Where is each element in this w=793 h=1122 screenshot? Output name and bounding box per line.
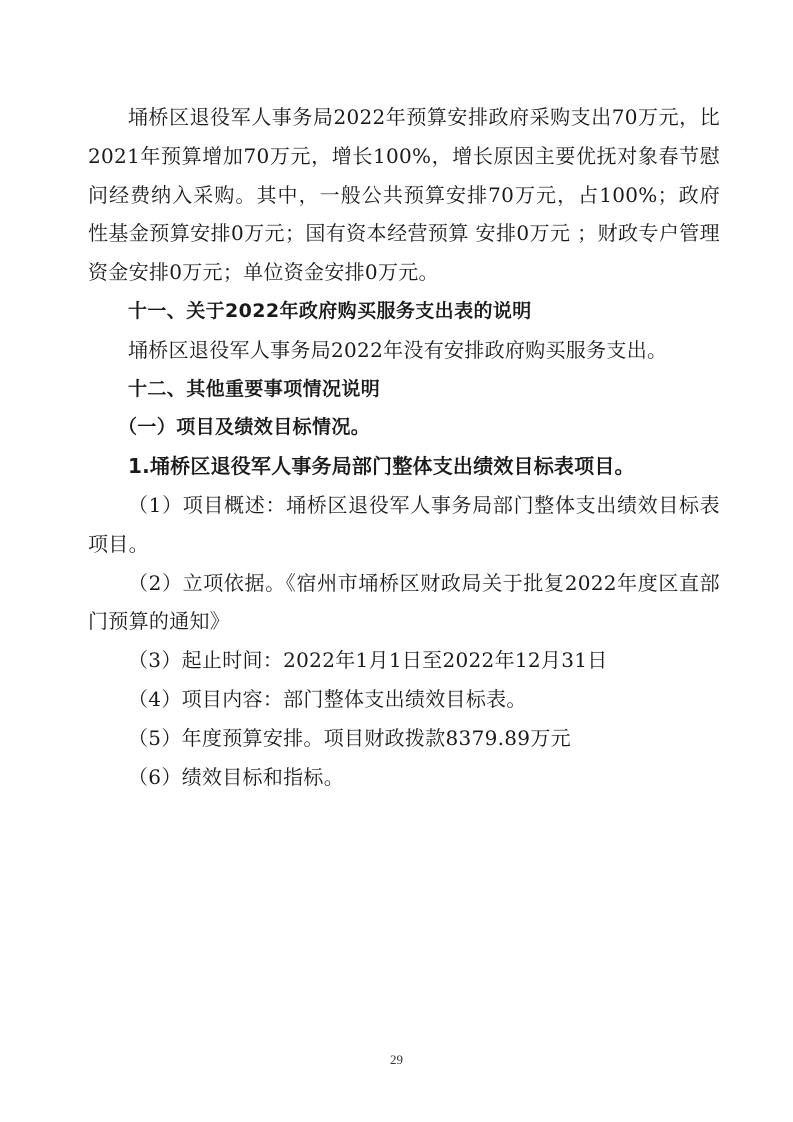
list-item-content: （4）项目内容：部门整体支出绩效目标表。 bbox=[128, 686, 527, 711]
services-paragraph: 埇桥区退役军人事务局2022年没有安排政府购买服务支出。 bbox=[128, 337, 668, 362]
list-item-basis: （2）立项依据。《宿州市埇桥区财政局关于批复2022年度区直部门预算的通知》 bbox=[88, 570, 720, 634]
page-number: 29 bbox=[390, 1052, 403, 1067]
project-heading-1: 1.埇桥区退役军人事务局部门整体支出绩效目标表项目。 bbox=[128, 454, 635, 479]
list-item-targets: （6）绩效目标和指标。 bbox=[128, 764, 345, 789]
document-body bbox=[88, 98, 720, 796]
list-item-overview: （1）项目概述：埇桥区退役军人事务局部门整体支出绩效目标表项目。 bbox=[88, 492, 720, 556]
section-heading-11: 十一、关于2022年政府购买服务支出表的说明 bbox=[128, 299, 532, 322]
list-item-budget: （5）年度预算安排。项目财政拨款8379.89万元 bbox=[128, 725, 571, 750]
list-item-period: （3）起止时间：2022年1月1日至2022年12月31日 bbox=[128, 648, 608, 673]
procurement-paragraph: 埇桥区退役军人事务局2022年预算安排政府采购支出70万元，比2021年预算增加70万元，增长100%，增长原因主要优抚对象春节慰问经费纳入采购。其中，一般公共预算安排70万元，占100%；政府性基金预算安排0万元；国有资本经营预算 安排0万元 ；财政专户管理资金安排0万元；单位资金安排0万元。 bbox=[88, 105, 720, 285]
section-heading-12: 十二、其他重要事项情况说明 bbox=[128, 377, 381, 400]
subsection-heading-1: （一）项目及绩效目标情况。 bbox=[118, 416, 371, 439]
